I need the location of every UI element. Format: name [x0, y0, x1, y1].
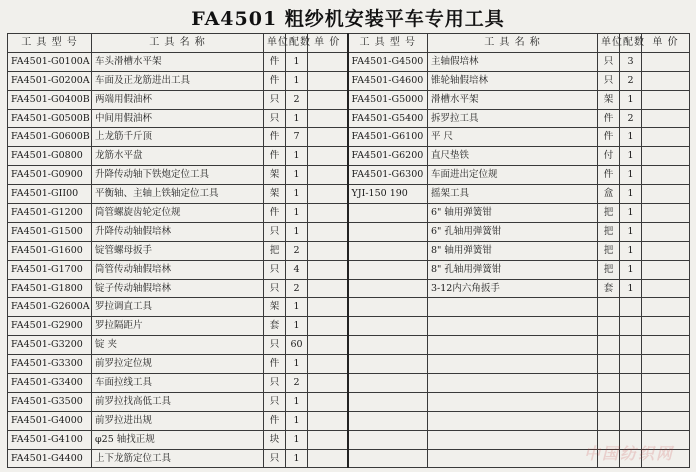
left-cell-price: [308, 336, 348, 355]
left-cell-code: FA4501-G4000: [8, 411, 92, 430]
right-cell-name: [428, 411, 598, 430]
left-cell-name: 龙筋水平盘: [92, 147, 264, 166]
right-cell-qty: 1: [620, 260, 642, 279]
right-cell-code: [348, 449, 428, 468]
left-cell-price: [308, 430, 348, 449]
header-price: 单 价: [308, 34, 348, 53]
left-cell-code: FA4501-G0900: [8, 166, 92, 185]
right-cell-unit: [598, 298, 620, 317]
right-cell-qty: 3: [620, 52, 642, 71]
left-cell-name: 上龙筋千斤顶: [92, 128, 264, 147]
left-cell-qty: 4: [286, 260, 308, 279]
left-cell-unit: 只: [264, 260, 286, 279]
left-cell-code: FA4501-G1800: [8, 279, 92, 298]
table-row: [8, 204, 690, 223]
left-cell-code: FA4501-GII00: [8, 185, 92, 204]
right-cell-code: FA4501-G5400: [348, 109, 428, 128]
left-cell-unit: 件: [264, 128, 286, 147]
right-cell-unit: [598, 317, 620, 336]
left-cell-code: FA4501-G3300: [8, 355, 92, 374]
left-cell-unit: 件: [264, 411, 286, 430]
left-cell-price: [308, 355, 348, 374]
right-cell-unit: 把: [598, 222, 620, 241]
right-cell-unit: [598, 411, 620, 430]
right-cell-qty: [620, 317, 642, 336]
table-row: [8, 392, 690, 411]
left-cell-name: 两端用假油杯: [92, 90, 264, 109]
left-cell-price: [308, 279, 348, 298]
right-cell-qty: 1: [620, 90, 642, 109]
left-cell-name: 锭管螺母扳手: [92, 241, 264, 260]
left-cell-unit: 只: [264, 279, 286, 298]
left-cell-price: [308, 241, 348, 260]
left-cell-price: [308, 109, 348, 128]
left-cell-code: FA4501-G0800: [8, 147, 92, 166]
left-cell-price: [308, 260, 348, 279]
right-cell-code: YJI-150 190: [348, 185, 428, 204]
right-cell-qty: 1: [620, 204, 642, 223]
right-cell-code: [348, 392, 428, 411]
right-cell-code: [348, 374, 428, 393]
right-cell-code: FA4501-G6300: [348, 166, 428, 185]
left-cell-unit: 件: [264, 52, 286, 71]
page-title: FA4501 粗纱机安装平车专用工具: [191, 8, 505, 30]
right-cell-name: [428, 355, 598, 374]
right-cell-qty: [620, 336, 642, 355]
right-cell-unit: 付: [598, 147, 620, 166]
left-cell-price: [308, 222, 348, 241]
left-cell-qty: 7: [286, 128, 308, 147]
left-cell-code: FA4501-G2600A: [8, 298, 92, 317]
right-cell-unit: 件: [598, 128, 620, 147]
left-cell-code: FA4501-G0500B: [8, 109, 92, 128]
right-cell-name: 6" 孔轴用弹簧钳: [428, 222, 598, 241]
right-cell-price: [642, 298, 690, 317]
right-cell-price: [642, 374, 690, 393]
left-cell-qty: 1: [286, 392, 308, 411]
left-cell-unit: 件: [264, 147, 286, 166]
header-name: 工 具 名 称: [92, 34, 264, 53]
left-cell-name: 车面及正龙筋进出工具: [92, 71, 264, 90]
right-cell-code: [348, 336, 428, 355]
left-cell-name: 前罗拉定位规: [92, 355, 264, 374]
right-cell-qty: [620, 374, 642, 393]
right-cell-name: [428, 317, 598, 336]
left-cell-qty: 1: [286, 317, 308, 336]
left-cell-price: [308, 52, 348, 71]
right-cell-qty: [620, 392, 642, 411]
table-row: [8, 336, 690, 355]
right-cell-unit: [598, 374, 620, 393]
left-cell-qty: 2: [286, 90, 308, 109]
right-cell-unit: [598, 336, 620, 355]
left-cell-name: 升降传动轴下铁炮定位工具: [92, 166, 264, 185]
left-cell-qty: 1: [286, 109, 308, 128]
right-cell-price: [642, 71, 690, 90]
right-cell-name: [428, 449, 598, 468]
table-row: [8, 71, 690, 90]
right-cell-qty: 1: [620, 222, 642, 241]
right-cell-code: [348, 279, 428, 298]
right-cell-qty: 1: [620, 128, 642, 147]
left-cell-code: FA4501-G0100A: [8, 52, 92, 71]
table-row: [8, 298, 690, 317]
left-cell-unit: 只: [264, 90, 286, 109]
right-cell-code: [348, 260, 428, 279]
left-cell-qty: 1: [286, 411, 308, 430]
header-qty-right: 配数: [620, 34, 642, 53]
left-cell-unit: 件: [264, 204, 286, 223]
left-cell-price: [308, 298, 348, 317]
left-cell-qty: 1: [286, 147, 308, 166]
left-cell-name: 平衡轴、主轴上铁轴定位工具: [92, 185, 264, 204]
left-cell-qty: 2: [286, 241, 308, 260]
left-cell-name: 车面拉线工具: [92, 374, 264, 393]
right-cell-unit: 只: [598, 52, 620, 71]
table-row: [8, 90, 690, 109]
table-row: [8, 317, 690, 336]
header-price-right: 单 价: [642, 34, 690, 53]
right-cell-name: 3-12内六角扳手: [428, 279, 598, 298]
left-cell-price: [308, 449, 348, 468]
right-cell-code: [348, 411, 428, 430]
left-cell-name: 筒管螺旋齿轮定位规: [92, 204, 264, 223]
left-cell-code: FA4501-G3500: [8, 392, 92, 411]
left-cell-code: FA4501-G1200: [8, 204, 92, 223]
right-cell-code: FA4501-G4500: [348, 52, 428, 71]
left-cell-price: [308, 166, 348, 185]
table-row: [8, 128, 690, 147]
right-cell-price: [642, 260, 690, 279]
header-code: 工 具 型 号: [8, 34, 92, 53]
left-cell-name: 罗拉调直工具: [92, 298, 264, 317]
left-cell-code: FA4501-G3200: [8, 336, 92, 355]
right-cell-price: [642, 279, 690, 298]
left-cell-qty: 1: [286, 204, 308, 223]
right-cell-code: FA4501-G4600: [348, 71, 428, 90]
left-cell-name: 升降传动轴假培林: [92, 222, 264, 241]
left-cell-qty: 1: [286, 185, 308, 204]
right-cell-name: 车面进出定位规: [428, 166, 598, 185]
right-cell-name: 平 尺: [428, 128, 598, 147]
left-cell-qty: 2: [286, 279, 308, 298]
left-cell-name: 筒管传动轴假培林: [92, 260, 264, 279]
table-row: [8, 222, 690, 241]
right-cell-price: [642, 166, 690, 185]
right-cell-name: [428, 392, 598, 411]
watermark: 中国纺织网: [583, 444, 674, 463]
right-cell-price: [642, 222, 690, 241]
header-code-right: 工 具 型 号: [348, 34, 428, 53]
left-cell-qty: 1: [286, 449, 308, 468]
left-cell-unit: 只: [264, 392, 286, 411]
tools-table: [7, 33, 690, 468]
right-cell-price: [642, 109, 690, 128]
left-cell-code: FA4501-G4100: [8, 430, 92, 449]
right-cell-price: [642, 128, 690, 147]
right-cell-qty: [620, 411, 642, 430]
right-cell-qty: [620, 355, 642, 374]
table-row: [8, 166, 690, 185]
left-cell-price: [308, 185, 348, 204]
right-cell-unit: 架: [598, 90, 620, 109]
left-cell-code: FA4501-G4400: [8, 449, 92, 468]
header-qty: 配数: [286, 34, 308, 53]
left-cell-unit: 架: [264, 298, 286, 317]
right-cell-price: [642, 90, 690, 109]
right-cell-qty: 1: [620, 147, 642, 166]
right-cell-code: [348, 222, 428, 241]
left-cell-unit: 只: [264, 222, 286, 241]
right-cell-price: [642, 185, 690, 204]
table-row: [8, 279, 690, 298]
right-cell-code: FA4501-G6200: [348, 147, 428, 166]
right-cell-code: [348, 204, 428, 223]
right-cell-unit: 只: [598, 71, 620, 90]
right-cell-unit: 套: [598, 279, 620, 298]
right-cell-code: FA4501-G6100: [348, 128, 428, 147]
left-cell-price: [308, 392, 348, 411]
left-cell-unit: 架: [264, 185, 286, 204]
right-cell-unit: 把: [598, 204, 620, 223]
right-cell-price: [642, 147, 690, 166]
right-cell-qty: 1: [620, 279, 642, 298]
right-cell-name: 6" 轴用弹簧钳: [428, 204, 598, 223]
table-row: [8, 109, 690, 128]
left-cell-name: 锭 夹: [92, 336, 264, 355]
right-cell-price: [642, 392, 690, 411]
left-cell-unit: 只: [264, 449, 286, 468]
right-cell-name: 滑槽水平架: [428, 90, 598, 109]
left-cell-name: 上下龙筋定位工具: [92, 449, 264, 468]
table-row: [8, 147, 690, 166]
left-cell-unit: 件: [264, 355, 286, 374]
left-cell-name: φ25 轴找正规: [92, 430, 264, 449]
table-row: [8, 411, 690, 430]
left-cell-price: [308, 411, 348, 430]
left-cell-code: FA4501-G1700: [8, 260, 92, 279]
left-cell-price: [308, 147, 348, 166]
left-cell-code: FA4501-G0400B: [8, 90, 92, 109]
table-row: [8, 52, 690, 71]
table-row: [8, 260, 690, 279]
right-cell-price: [642, 241, 690, 260]
right-cell-unit: [598, 355, 620, 374]
left-cell-name: 锭子传动轴假培林: [92, 279, 264, 298]
right-cell-price: [642, 355, 690, 374]
left-cell-qty: 1: [286, 52, 308, 71]
right-cell-code: [348, 430, 428, 449]
left-cell-code: FA4501-G3400: [8, 374, 92, 393]
right-cell-name: 主轴假培林: [428, 52, 598, 71]
left-cell-unit: 架: [264, 166, 286, 185]
right-cell-unit: 把: [598, 260, 620, 279]
left-cell-name: 罗拉隔距片: [92, 317, 264, 336]
right-cell-name: 直尺垫铁: [428, 147, 598, 166]
left-cell-price: [308, 374, 348, 393]
right-cell-qty: [620, 298, 642, 317]
left-cell-qty: 1: [286, 430, 308, 449]
right-cell-name: 拆罗拉工具: [428, 109, 598, 128]
left-cell-unit: 只: [264, 336, 286, 355]
left-cell-qty: 1: [286, 222, 308, 241]
left-cell-name: 中间用假油杯: [92, 109, 264, 128]
left-cell-qty: 1: [286, 166, 308, 185]
right-cell-unit: 件: [598, 166, 620, 185]
left-cell-unit: 件: [264, 71, 286, 90]
right-cell-unit: 把: [598, 241, 620, 260]
right-cell-price: [642, 336, 690, 355]
right-cell-price: [642, 52, 690, 71]
right-cell-qty: 1: [620, 185, 642, 204]
header-row: [8, 34, 690, 53]
left-cell-qty: 1: [286, 298, 308, 317]
right-cell-unit: [598, 392, 620, 411]
right-cell-code: [348, 355, 428, 374]
left-cell-price: [308, 317, 348, 336]
header-unit: 单位: [264, 34, 286, 53]
left-cell-unit: 把: [264, 241, 286, 260]
right-cell-code: FA4501-G5000: [348, 90, 428, 109]
left-cell-qty: 2: [286, 374, 308, 393]
left-cell-unit: 套: [264, 317, 286, 336]
right-cell-name: 8" 轴用弹簧钳: [428, 241, 598, 260]
table-row: [8, 374, 690, 393]
left-cell-code: FA4501-G0200A: [8, 71, 92, 90]
right-cell-unit: 件: [598, 109, 620, 128]
left-cell-qty: 60: [286, 336, 308, 355]
right-cell-name: [428, 336, 598, 355]
table-row: [8, 355, 690, 374]
left-cell-code: FA4501-G0600B: [8, 128, 92, 147]
right-cell-name: 8" 孔轴用弹簧钳: [428, 260, 598, 279]
left-cell-name: 车头滑槽水平架: [92, 52, 264, 71]
right-cell-name: [428, 430, 598, 449]
right-cell-qty: 2: [620, 109, 642, 128]
left-cell-price: [308, 90, 348, 109]
left-cell-code: FA4501-G1500: [8, 222, 92, 241]
right-cell-price: [642, 317, 690, 336]
right-cell-code: [348, 317, 428, 336]
right-cell-price: [642, 411, 690, 430]
right-cell-code: [348, 298, 428, 317]
left-cell-qty: 1: [286, 71, 308, 90]
header-name-right: 工 具 名 称: [428, 34, 598, 53]
left-cell-unit: 块: [264, 430, 286, 449]
right-cell-name: 摇架工具: [428, 185, 598, 204]
left-cell-price: [308, 71, 348, 90]
right-cell-unit: 盒: [598, 185, 620, 204]
left-cell-name: 前罗拉找高低工具: [92, 392, 264, 411]
right-cell-name: 锥轮轴假培林: [428, 71, 598, 90]
left-cell-qty: 1: [286, 355, 308, 374]
header-unit-right: 单位: [598, 34, 620, 53]
right-cell-qty: 1: [620, 241, 642, 260]
table-row: [8, 185, 690, 204]
right-cell-qty: 1: [620, 166, 642, 185]
left-cell-price: [308, 204, 348, 223]
left-cell-code: FA4501-G1600: [8, 241, 92, 260]
right-cell-qty: 2: [620, 71, 642, 90]
right-cell-name: [428, 374, 598, 393]
right-cell-price: [642, 204, 690, 223]
left-cell-name: 前罗拉进出规: [92, 411, 264, 430]
table-row: [8, 241, 690, 260]
left-cell-unit: 只: [264, 374, 286, 393]
left-cell-code: FA4501-G2900: [8, 317, 92, 336]
left-cell-unit: 只: [264, 109, 286, 128]
right-cell-name: [428, 298, 598, 317]
left-cell-price: [308, 128, 348, 147]
right-cell-code: [348, 241, 428, 260]
